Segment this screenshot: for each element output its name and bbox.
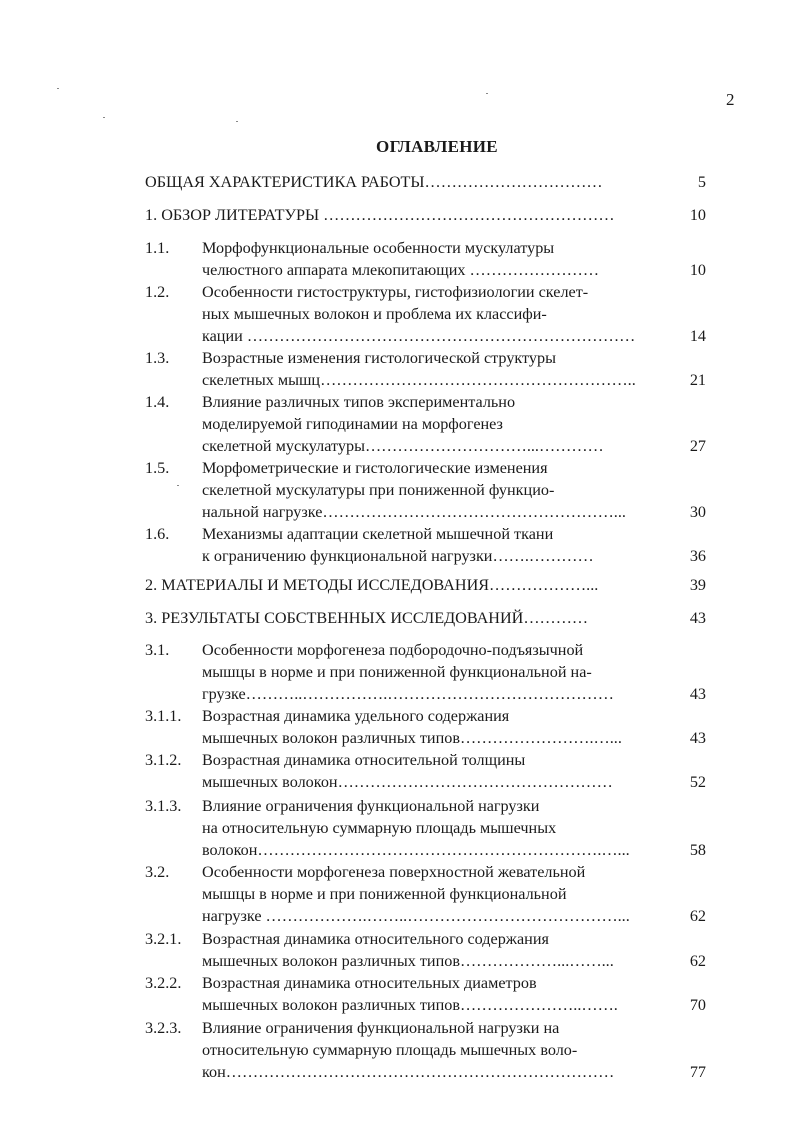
- toc-entry-text: волокон……………………………………………………….…...: [202, 841, 630, 859]
- toc-entry-text: ОБЩАЯ ХАРАКТЕРИСТИКА РАБОТЫ……………………………: [145, 173, 603, 191]
- toc-entry-text: моделируемой гиподинамии на морфогенез: [202, 415, 503, 433]
- toc-entry-text: кон………………………………………………………………: [202, 1063, 615, 1081]
- toc-entry-number: 3.1.1.: [145, 707, 182, 725]
- toc-entry-text: Влияние ограничения функциональной нагрузки на: [202, 1019, 560, 1037]
- toc-entry-text: Возрастная динамика относительного содержания: [202, 930, 549, 948]
- toc-entry-page: 14: [689, 327, 706, 345]
- toc-entry-text: мышцы в норме и при пониженной функциональной на-: [202, 663, 592, 681]
- toc-entry-page: 77: [689, 1063, 706, 1081]
- toc-entry-number: 3.2.1.: [145, 930, 182, 948]
- toc-entry-number: 3.2.2.: [145, 974, 182, 992]
- toc-entry-page: 21: [689, 371, 706, 389]
- toc-entry-text: ных мышечных волокон и проблема их классифи-: [202, 305, 547, 323]
- toc-entry-text: 1. ОБЗОР ЛИТЕРАТУРЫ ………………………………………………: [145, 206, 615, 224]
- toc-entry-text: Влияние различных типов экспериментально: [202, 393, 516, 411]
- toc-entry-text: скелетной мускулатуры…………………………...…………: [202, 437, 604, 455]
- toc-entry-page: 10: [689, 206, 706, 224]
- toc-entry-text: нагрузке ……………….……..…………………………………...: [202, 907, 630, 925]
- toc-entry-page: 27: [689, 437, 706, 455]
- toc-entry-text: относительную суммарную площадь мышечных воло-: [202, 1041, 578, 1059]
- toc-entry-page: 43: [689, 609, 706, 627]
- toc-entry-page: 5: [697, 173, 706, 191]
- toc-entry-page: 62: [689, 907, 706, 925]
- toc-entry-page: 52: [689, 773, 706, 791]
- toc-entry-number: 1.2.: [145, 283, 170, 301]
- toc-entry-page: 43: [689, 685, 706, 703]
- toc-entry-text: Возрастная динамика удельного содержания: [202, 707, 510, 725]
- toc-entry-text: кации ………………………………………………………………: [202, 327, 636, 345]
- toc-entry-text: Морфофункциональные особенности мускулатуры: [202, 239, 555, 257]
- toc-entry-page: 43: [689, 729, 706, 747]
- toc-entry-text: Особенности гистоструктуры, гистофизиологии скелет-: [202, 283, 589, 301]
- toc-entry-text: на относительную суммарную площадь мышечных: [202, 819, 557, 837]
- toc-entry-text: Возрастная динамика относительных диаметров: [202, 974, 537, 992]
- toc-entry-text: грузке………..…………….……………………………………: [202, 685, 614, 703]
- toc-entry-number: 3.2.: [145, 863, 170, 881]
- toc-entry-text: 3. РЕЗУЛЬТАТЫ СОБСТВЕННЫХ ИССЛЕДОВАНИЙ…………: [145, 609, 589, 627]
- toc-entry-number: 1.3.: [145, 349, 170, 367]
- toc-entry-text: Особенности морфогенеза поверхностной жевательной: [202, 863, 586, 881]
- toc-entry-text: к ограничению функциональной нагрузки…….…………: [202, 547, 594, 565]
- toc-entry-text: Особенности морфогенеза подбородочно-подъязычной: [202, 641, 584, 659]
- toc-entry-number: 1.6.: [145, 525, 170, 543]
- toc-entry-number: 3.1.: [145, 641, 170, 659]
- toc-entry-page: 10: [689, 261, 706, 279]
- toc-entry-text: мышечных волокон различных типов………………...……...: [202, 952, 614, 970]
- toc-entry-number: 3.1.3.: [145, 797, 182, 815]
- toc-entry-number: 1.4.: [145, 393, 170, 411]
- toc-entry-page: 70: [689, 996, 706, 1014]
- toc-entry-text: Морфометрические и гистологические изменения: [202, 459, 548, 477]
- toc-entry-text: нальной нагрузке………………………………………………...: [202, 503, 626, 521]
- toc-entry-number: 3.2.3.: [145, 1019, 182, 1037]
- toc-entry-text: 2. МАТЕРИАЛЫ И МЕТОДЫ ИССЛЕДОВАНИЯ………………...: [145, 576, 599, 594]
- toc-entry-text: мышечных волокон различных типов…………………….…...: [202, 729, 622, 747]
- toc-title: ОГЛАВЛЕНИЕ: [376, 137, 498, 156]
- toc-entry-page: 36: [689, 547, 706, 565]
- toc-entry-text: Возрастная динамика относительной толщины: [202, 751, 526, 769]
- toc-entry-text: мышечных волокон……………………………………………: [202, 773, 613, 791]
- toc-entry-text: Влияние ограничения функциональной нагрузки: [202, 797, 540, 815]
- toc-entry-number: 3.1.2.: [145, 751, 182, 769]
- toc-entry-text: челюстного аппарата млекопитающих ……………………: [202, 261, 600, 279]
- toc-entry-page: 62: [689, 952, 706, 970]
- toc-entry-text: скелетных мышц…………………………………………………..: [202, 371, 636, 389]
- page-number: 2: [726, 90, 735, 109]
- toc-entry-page: 30: [689, 503, 706, 521]
- toc-entry-text: мышечных волокон различных типов…………………..…….: [202, 996, 618, 1014]
- toc-entry-text: скелетной мускулатуры при пониженной функцио-: [202, 481, 555, 499]
- toc-entry-text: мышцы в норме и при пониженной функциональной: [202, 885, 567, 903]
- toc-entry-number: 1.1.: [145, 239, 170, 257]
- toc-entry-text: Механизмы адаптации скелетной мышечной ткани: [202, 525, 554, 543]
- toc-entry-page: 39: [689, 576, 706, 594]
- toc-entry-number: 1.5.: [145, 459, 170, 477]
- toc-entry-text: Возрастные изменения гистологической структуры: [202, 349, 556, 367]
- toc-entry-page: 58: [689, 841, 706, 859]
